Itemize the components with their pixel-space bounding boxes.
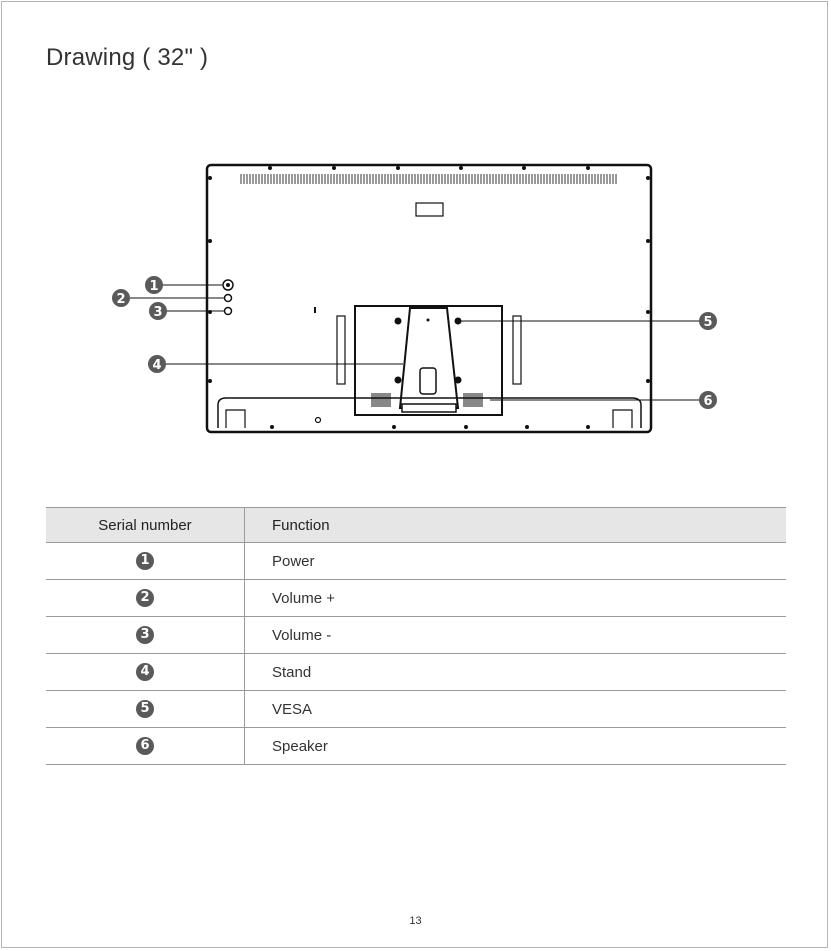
callout-3-label: 3	[153, 305, 163, 320]
function-table	[46, 507, 786, 765]
serial-badge: 2	[136, 589, 154, 607]
callout-1	[145, 276, 163, 294]
serial-badge: 1	[136, 552, 154, 570]
serial-badge: 6	[136, 737, 154, 755]
page-title: Drawing ( 32" )	[46, 44, 209, 71]
callout-6-label: 6	[703, 394, 713, 409]
table-row	[46, 691, 786, 728]
callout-4	[148, 355, 166, 373]
table-row	[46, 543, 786, 580]
table-header-row	[46, 508, 786, 543]
label-plate	[416, 203, 443, 216]
table-row	[46, 617, 786, 654]
callout-5-label: 5	[703, 315, 713, 330]
header-serial-number: Serial number	[46, 508, 245, 543]
serial-badge: 4	[136, 663, 154, 681]
callout-4-label: 4	[152, 358, 162, 373]
page-number: 13	[409, 915, 422, 927]
function-cell: Power	[245, 543, 787, 580]
table-row	[46, 654, 786, 691]
table-row	[46, 728, 786, 765]
callout-1-label: 1	[149, 279, 159, 294]
small-mark	[314, 307, 316, 313]
header-function: Function	[245, 508, 787, 543]
page-frame	[1, 1, 828, 948]
left-handle	[337, 316, 345, 384]
callout-2	[112, 289, 130, 307]
function-table-wrapper	[46, 507, 786, 765]
serial-badge: 3	[136, 626, 154, 644]
table-row	[46, 580, 786, 617]
function-cell: Volume +	[245, 580, 787, 617]
function-cell: Speaker	[245, 728, 787, 765]
monitor-rear-drawing	[100, 155, 740, 440]
volume-up-button-shape	[225, 295, 232, 302]
volume-down-button-shape	[225, 308, 232, 315]
serial-badge: 5	[136, 700, 154, 718]
callout-2-label: 2	[116, 292, 126, 307]
right-handle	[513, 316, 521, 384]
callout-6	[699, 391, 717, 409]
function-cell: Volume -	[245, 617, 787, 654]
function-cell: VESA	[245, 691, 787, 728]
function-cell: Stand	[245, 654, 787, 691]
callout-3	[149, 302, 167, 320]
callout-5	[699, 312, 717, 330]
